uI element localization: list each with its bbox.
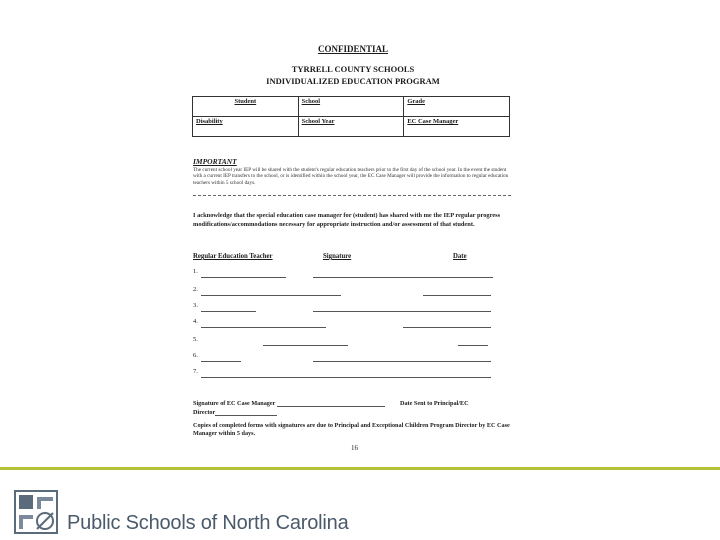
scanned-document [188, 40, 518, 460]
signature-line [313, 277, 493, 278]
teacher-line [201, 295, 341, 296]
school-year-field: School Year [298, 117, 404, 137]
dotted-divider [193, 195, 511, 196]
signature-line [263, 345, 348, 346]
footer-accent-line [0, 467, 720, 470]
nc-schools-logo-icon [13, 489, 59, 535]
confidential-heading: CONFIDENTIAL [317, 44, 388, 54]
date-sent-label: Date Sent to Principal/EC [400, 400, 469, 407]
signature-row [193, 368, 493, 378]
disability-field: Disability [193, 117, 299, 137]
signature-row [193, 302, 493, 312]
signature-row [193, 268, 493, 278]
ec-signature-line [277, 406, 385, 407]
teacher-line [201, 277, 286, 278]
row-number: 2. [193, 286, 198, 293]
student-field: Student [193, 97, 299, 117]
signature-row [193, 286, 493, 296]
acknowledgment-text: I acknowledge that the special education case manager for (student) has shared with me the IEP regular progress modifications/accommodations necessary for appropriate instruction and/or assessment of that student. [193, 212, 501, 228]
important-title: IMPORTANT [193, 157, 237, 166]
signature-row [193, 336, 493, 346]
director-line [215, 415, 277, 416]
teacher-line [201, 311, 256, 312]
grade-field: Grade [404, 97, 510, 117]
signature-line [313, 361, 491, 362]
row-number: 3. [193, 302, 198, 309]
ec-case-manager-field: EC Case Manager [404, 117, 510, 137]
important-text: The current school year IEP will be shared with the student's regular education teachers prior to the first day of the school year. In the event the student with a current IEP transfers to the school, or is identified within the school year, the EC Case Manager will provide the information to regular education teachers within 5 school days. [193, 167, 509, 186]
teacher-line [201, 377, 491, 378]
date-line [423, 295, 491, 296]
director-signature [193, 409, 277, 416]
student-info-table [192, 96, 510, 137]
signature-row [193, 352, 493, 362]
date-line [458, 345, 488, 346]
school-system-title: TYRRELL COUNTY SCHOOLS [291, 64, 415, 74]
footer-brand-text: Public Schools of North Carolina [67, 512, 349, 534]
ec-signature-label: Signature of EC Case Manager [193, 400, 276, 407]
row-number: 6. [193, 352, 198, 359]
teacher-column-header: Regular Education Teacher [193, 253, 273, 260]
director-label: Director [193, 409, 216, 416]
copies-note: Copies of completed forms with signatures are due to Principal and Exceptional Children Program Director by EC Case Manager within 5 days. [193, 422, 510, 438]
signature-row [193, 318, 493, 328]
teacher-line [201, 361, 241, 362]
ec-case-manager-signature [193, 400, 385, 407]
row-number: 4. [193, 318, 198, 325]
teacher-line [201, 327, 326, 328]
date-column-header: Date [453, 253, 467, 260]
row-number: 5. [193, 336, 198, 343]
date-line [403, 327, 491, 328]
school-field: School [298, 97, 404, 117]
program-title: INDIVIDUALIZED EDUCATION PROGRAM [266, 76, 440, 86]
signature-line [313, 311, 491, 312]
signature-column-header: Signature [323, 253, 352, 260]
row-number: 1. [193, 268, 198, 275]
page-number: 16 [351, 444, 358, 452]
row-number: 7. [193, 368, 198, 375]
